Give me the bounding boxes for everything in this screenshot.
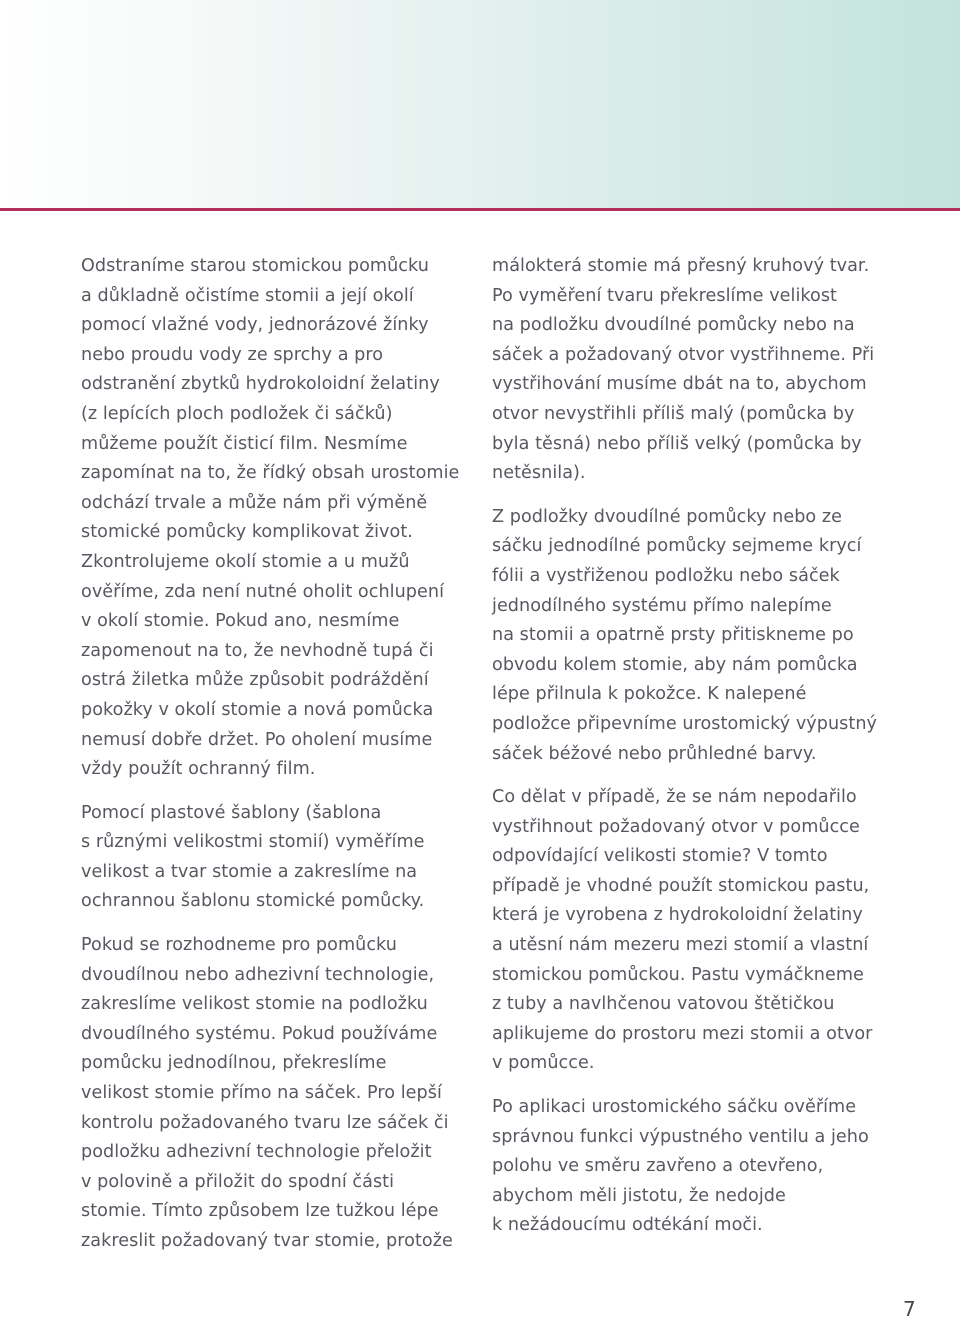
text-line: a utěsní nám mezeru mezi stomií a vlastní	[492, 935, 869, 956]
text-line: polohu ve směru zavřeno a otevřeno,	[492, 1156, 824, 1177]
text-line: aplikujeme do prostoru mezi stomii a otvor	[492, 1023, 873, 1044]
text-line: sáčku jednodílné pomůcky sejmeme krycí	[492, 536, 862, 557]
text-line: málokterá stomie má přesný kruhový tvar.	[492, 256, 870, 276]
text-line: sáček a požadovaný otvor vystřihneme. Při	[492, 344, 875, 365]
text-line: ostrá žiletka může způsobit podráždění	[81, 670, 429, 691]
text-line: velikost a tvar stomie a zakreslíme na	[81, 861, 418, 882]
text-line: Odstraníme starou stomickou pomůcku	[81, 256, 429, 276]
text-line: Po vyměření tvaru překreslíme velikost	[492, 285, 837, 306]
text-line: ochrannou šablonu stomické pomůcky.	[81, 891, 425, 912]
left-column	[81, 252, 466, 1271]
header-divider	[0, 208, 960, 211]
paragraph-template	[81, 799, 466, 917]
text-line: vystřihování musíme dbát na to, abychom	[492, 374, 867, 395]
text-line: případě je vhodné použít stomickou pastu,	[492, 875, 870, 896]
text-line: ověříme, zda není nutné oholit ochlupení	[81, 581, 445, 602]
text-line: k nežádoucímu odtékání moči.	[492, 1215, 763, 1236]
text-line: odpovídající velikosti stomie? V tomto	[492, 846, 828, 867]
text-line: zapomínat na to, že řídký obsah urostomie	[81, 463, 460, 484]
text-line: podložce připevníme urostomický výpustný	[492, 713, 877, 734]
text-line: obvodu kolem stomie, aby nám pomůcka	[492, 654, 858, 675]
text-line: a důkladně očistíme stomii a její okolí	[81, 285, 414, 306]
text-line: s různými velikostmi stomií) vyměříme	[81, 832, 425, 853]
text-line: zakreslit požadovaný tvar stomie, protože	[81, 1231, 453, 1251]
text-line: (z lepících ploch podložek či sáčků)	[81, 403, 393, 424]
text-line: dvoudílného systému. Pokud používáme	[81, 1023, 438, 1044]
text-line: velikost stomie přímo na sáček. Pro lepší	[81, 1083, 442, 1104]
right-column	[492, 252, 892, 1255]
paragraph-valve-check	[492, 1093, 892, 1241]
text-line: lépe přilnula k pokožce. K nalepené	[492, 684, 807, 705]
text-line: vystřihnout požadovaný otvor v pomůcce	[492, 816, 860, 837]
text-line: stomie. Tímto způsobem lze tužkou lépe	[81, 1201, 439, 1222]
text-line: dvoudílnou nebo adhezivní technologie,	[81, 964, 435, 985]
page-number: 7	[903, 1297, 916, 1321]
text-line: na stomii a opatrně prsty přitiskneme po	[492, 625, 854, 646]
text-line: otvor nevystřihli příliš malý (pomůcka by	[492, 403, 855, 424]
text-line: zapomenout na to, že nevhodně tupá či	[81, 640, 434, 661]
text-line: na podložku dvoudílné pomůcky nebo na	[492, 315, 855, 336]
text-line: stomické pomůcky komplikovat život.	[81, 522, 413, 543]
text-line: můžeme použít čisticí film. Nesmíme	[81, 433, 408, 454]
text-line: pokožky v okolí stomie a nová pomůcka	[81, 699, 434, 720]
text-line: podložku adhezivní technologie přeložit	[81, 1142, 432, 1163]
text-line: Pomocí plastové šablony (šablona	[81, 802, 382, 823]
text-line: sáček béžové nebo průhledné barvy.	[492, 743, 817, 764]
text-line: pomůcku jednodílnou, překreslíme	[81, 1053, 387, 1074]
text-line: která je vyrobena z hydrokoloidní želatiny	[492, 905, 863, 926]
text-line: Z podložky dvoudílné pomůcky nebo ze	[492, 506, 843, 527]
text-line: fólii a vystřiženou podložku nebo sáček	[492, 565, 840, 586]
text-line: v pomůcce.	[492, 1053, 595, 1074]
text-line: v okolí stomie. Pokud ano, nesmíme	[81, 611, 400, 632]
text-line: v polovině a přiložit do spodní části	[81, 1171, 395, 1192]
paragraph-paste	[492, 783, 892, 1079]
text-line: kontrolu požadovaného tvaru lze sáček či	[81, 1112, 449, 1133]
text-line: netěsnila).	[492, 463, 586, 484]
paragraph-applying	[492, 503, 892, 769]
text-line: jednodílného systému přímo nalepíme	[492, 595, 832, 616]
text-line: nebo proudu vody ze sprchy a pro	[81, 344, 384, 365]
text-line: byla těsná) nebo příliš velký (pomůcka by	[492, 433, 862, 454]
paragraph-cutting	[492, 252, 892, 489]
text-line: pomocí vlažné vody, jednorázové žínky	[81, 315, 429, 336]
header-band	[0, 0, 960, 208]
paragraph-cleaning	[81, 252, 466, 785]
text-line: Zkontrolujeme okolí stomie a u mužů	[81, 551, 410, 572]
text-line: abychom měli jistotu, že nedojde	[492, 1185, 786, 1206]
text-line: vždy použít ochranný film.	[81, 759, 316, 780]
text-line: Co dělat v případě, že se nám nepodařilo	[492, 787, 857, 808]
text-line: odchází trvale a může nám při výměně	[81, 492, 428, 513]
text-line: správnou funkci výpustného ventilu a jeho	[492, 1126, 869, 1147]
text-line: Po aplikaci urostomického sáčku ověříme	[492, 1097, 857, 1118]
paragraph-drawing	[81, 931, 466, 1257]
text-line: stomickou pomůckou. Pastu vymáčkneme	[492, 964, 864, 985]
text-line: nemusí dobře držet. Po oholení musíme	[81, 729, 433, 750]
text-line: z tuby a navlhčenou vatovou štětičkou	[492, 994, 835, 1015]
text-line: odstranění zbytků hydrokoloidní želatiny	[81, 374, 440, 395]
text-line: zakreslíme velikost stomie na podložku	[81, 994, 428, 1015]
text-line: Pokud se rozhodneme pro pomůcku	[81, 935, 397, 956]
